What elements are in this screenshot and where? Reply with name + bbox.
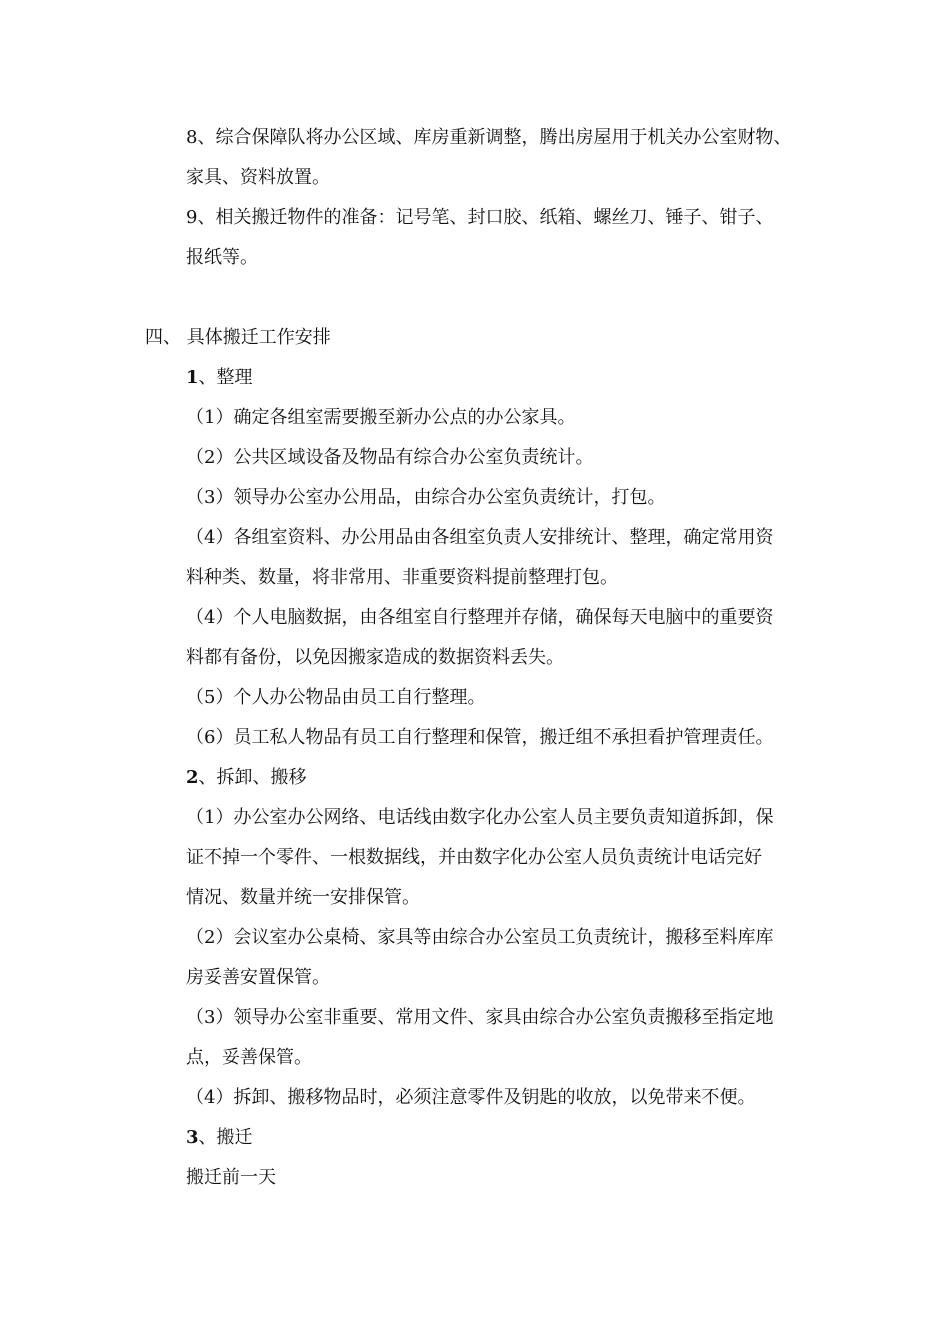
text-line: （4）个人电脑数据，由各组室自行整理并存储，确保每天电脑中的重要资 [186,607,774,628]
subsection-number: 3 [186,1127,199,1148]
text-line: （2）会议室办公桌椅、家具等由综合办公室员工负责统计，搬移至料库库 [186,927,774,948]
subsection-heading-3 [186,1118,818,1158]
text-line: 8、综合保障队将办公区域、库房重新调整，腾出房屋用于机关办公室财物、 [186,127,792,148]
text-line: 9、相关搬迁物件的准备：记号笔、封口胶、纸箱、螺丝刀、锤子、钳子、 [186,207,774,228]
list-item [186,718,818,758]
text-line: 家具、资料放置。 [186,167,330,188]
list-item [186,518,818,598]
list-item [186,598,818,678]
subsection-title: 、拆卸、搬移 [198,767,307,788]
list-item [186,398,818,438]
text-line: （1）确定各组室需要搬至新办公点的办公家具。 [186,407,576,428]
text-line: （3）领导办公室非重要、常用文件、家具由综合办公室负责搬移至指定地 [186,1007,774,1028]
text-line: 料都有备份，以免因搬家造成的数据资料丢失。 [186,647,564,668]
text-line: 情况、数量并统一安排保管。 [186,887,420,908]
text-line: （6）员工私人物品有员工自行整理和保管，搬迁组不承担看护管理责任。 [186,727,774,748]
text-line: （2）公共区域设备及物品有综合办公室负责统计。 [186,447,594,468]
text-line: （4）拆卸、搬移物品时，必须注意零件及钥匙的收放，以免带来不便。 [186,1087,756,1108]
subsection-heading-1 [186,358,818,398]
text-line: 报纸等。 [186,247,258,268]
text-line: 搬迁前一天 [186,1167,276,1188]
list-item [186,998,818,1078]
section-title: 四、 具体搬迁工作安排 [145,327,331,348]
text-line: （1）办公室办公网络、电话线由数字化办公室人员主要负责知道拆卸，保 [186,807,774,828]
list-item [186,438,818,478]
text-line: （5）个人办公物品由员工自行整理。 [186,687,486,708]
subsection-title: 、整理 [198,367,253,388]
list-item [186,478,818,518]
paragraph-item-9 [186,198,818,278]
subsection-title: 、搬迁 [198,1127,253,1148]
subsection-number: 2 [186,767,199,788]
section-heading [145,318,777,358]
text-line: 证不掉一个零件、一根数据线，并由数字化办公室人员负责统计电话完好 [186,847,762,868]
list-item [186,678,818,718]
text-line: 点，妥善保管。 [186,1047,312,1068]
list-item [186,798,818,918]
text-line: 房妥善安置保管。 [186,967,330,988]
subsection-heading-2 [186,758,818,798]
list-item [186,1158,818,1198]
subsection-number: 1 [186,367,199,388]
list-item [186,1078,818,1118]
list-item [186,918,818,998]
paragraph-item-8 [186,118,818,198]
text-line: （3）领导办公室办公用品，由综合办公室负责统计，打包。 [186,487,666,508]
text-line: 料种类、数量，将非常用、非重要资料提前整理打包。 [186,567,618,588]
text-line: （4）各组室资料、办公用品由各组室负责人安排统计、整理，确定常用资 [186,527,774,548]
